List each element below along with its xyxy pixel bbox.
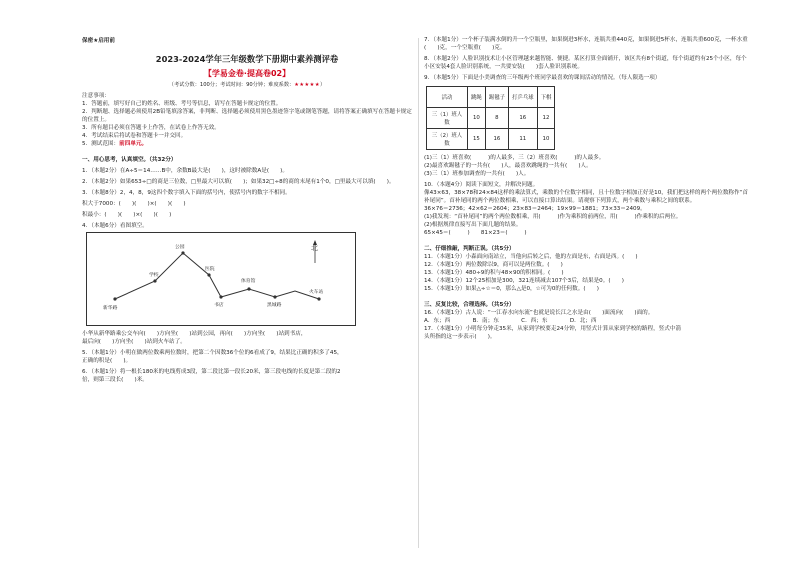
question-text: 14．（本题1分）12个25相加是300，321连续减去107个3后，结果是0。( ) <box>424 278 624 284</box>
question-text: 1．（本题2分）在A÷5＝14……B中，余数B最大是( )，这时被除数A是( )。 <box>82 168 288 174</box>
table-cell: 8 <box>485 108 508 129</box>
section-heading: 三、反复比较，合理选择。（共5分） <box>424 302 515 308</box>
question-text: 9．（本题5分）下面是小美调查的三年级两个班同学最喜欢的课间活动的情况。（每人限选一项） <box>424 75 661 81</box>
question-text: 10．（本题4分）阅读下面短文，并解决问题。 <box>424 182 539 188</box>
question-text: 2．（本题2分）如果653÷□的商是三位数，□里最大可以填( )；如果32□÷8的商的末尾有1个0，□里最大可以填( )。 <box>82 179 395 185</box>
question-options: A．东；西 B．南；东 C．西；东 D．北；西 <box>424 318 597 324</box>
question-text: 36×76＝2736；42×62＝2604；23×83＝2464；19×99＝1881；73×33＝2409。 <box>424 206 646 212</box>
notice-item: 1．答题前，填写好自己的姓名、班级、考号等信息，请写在答题卡规定的位置。 <box>82 101 282 107</box>
table-cell: 10 <box>537 129 555 150</box>
exam-subtitle: 【学易金卷·提高卷02】 <box>203 69 291 78</box>
section-heading: 一、用心思考，认真填空。（共32分） <box>82 157 177 163</box>
question-text: (1)我发现：“首补尾同”的两个两位数相乘，用( )作为乘积的前两位，用( )作乘积的后两位。 <box>424 214 682 220</box>
question-text: (3)三（1）班参加调查的一共有( )人。 <box>424 171 530 177</box>
left-column <box>82 36 412 384</box>
notice-block <box>82 92 412 148</box>
question-text: 头所指的这一步表示( )。 <box>424 334 496 340</box>
table-cell: 12 <box>537 108 555 129</box>
meta-end: ） <box>320 82 326 88</box>
question-text: 6．（本题1分）将一根长180米的电线剪成3段，第二段比第一段长20米，第三段电线的长度是第二段的2 <box>82 369 341 375</box>
question-text: 积最小：( )( )×( )( ) <box>82 212 172 218</box>
question-text: 倍，则第三段长( )米。 <box>82 377 148 383</box>
table-cell: 11 <box>508 129 537 150</box>
table-row <box>427 108 555 129</box>
table-header-cell: 活动 <box>427 87 468 108</box>
question-text: 像43×63，38×78和24×84这样的乘法算式，乘数的个位数字相同，且十位数字相加正好是10，我们把这样的两个两位数称作“首补尾同”。首补尾同的两个两位数相乘，可以直接口算出结果。请观察下列算式，两个乘数与乘积之间的联系。 <box>424 190 749 204</box>
table-header-cell: 跳绳 <box>468 87 486 108</box>
question-text: 12．（本题1分）两位数除以9，商可以是两位数。( ) <box>424 262 563 268</box>
question-text: 正确的积是( )。 <box>82 358 132 364</box>
section-heading: 二、仔细推敲，判断正误。（共5分） <box>424 246 515 252</box>
question-text: (2)最喜欢踢毽子的一共有( )人，最喜欢跳绳的一共有( )人。 <box>424 163 592 169</box>
question-text: 13．（本题1分）480÷9的积与48×90的积相同。( ) <box>424 270 564 276</box>
right-column <box>424 36 752 341</box>
map-label-hospital: 医院 <box>205 267 215 272</box>
scope-label: 5．测试范围： <box>82 141 120 147</box>
question-text: 4．（本题6分）看图填空。 <box>82 223 148 229</box>
question-text: 小华从新华路乘公交车向( )方向坐( )站到公园，再向( )方向坐( )站到书店， <box>82 331 307 337</box>
question-text: 3．（本题8分）2，4，8，9这四个数字填入下面的括号内，使括号内的数字不相同。 <box>82 190 291 196</box>
table-header-cell: 下棋 <box>537 87 555 108</box>
exam-meta <box>82 81 412 88</box>
table-header-cell: 打乒乓球 <box>508 87 537 108</box>
notice-heading: 注意事项： <box>82 93 110 99</box>
question-text: (2)根据规律直接写出下面几题的结果。 <box>424 222 522 228</box>
question-text: 5．（本题1分）小明在做两位数乘两位数时，把第二个因数36个位的6看成了9，结果比正确的积多了45， <box>82 350 343 356</box>
table-cell: 三（1）班人数 <box>427 108 468 129</box>
activity-table <box>426 86 555 150</box>
notice-item <box>82 140 412 148</box>
map-label-bookstore: 书店 <box>214 303 224 308</box>
map-label-road: 黑城路 <box>267 303 282 308</box>
question-text: 16．（本题1分）古人说：“一江春水向东流”也就是说长江之水是由( )面流向( )面的。 <box>424 310 654 316</box>
map-label-gym: 体育馆 <box>241 279 256 284</box>
column-divider <box>418 38 419 548</box>
table-cell: 16 <box>508 108 537 129</box>
route-map <box>86 232 356 326</box>
question-text: 15．（本题1分）如果△÷☆＝0，那么△是0，☆可为0的任何数。( ) <box>424 286 599 292</box>
question-text: 8．（本题2分）人脸识别技术让小区管理越来越智能、便捷。某区打算全面铺开，该区共有8个街道，每个街道约有25个小区，每个小区安装4套人脸识别系统，一共要安装( )套人脸识别系统。 <box>424 56 747 70</box>
meta-text: （考试分数：100分；考试时间：90分钟；难度系数： <box>168 82 295 88</box>
table-row <box>427 129 555 150</box>
map-label-xinhua-road: 新华路 <box>103 306 118 311</box>
notice-item: 2．判断题、选择题必须使用2B铅笔填涂答案，非判断、选择题必须使用黑色墨迹签字笔或钢笔答题，请将答案正确填写在答题卡规定的位置上。 <box>82 109 412 123</box>
map-label-park: 公园 <box>175 245 185 250</box>
difficulty-stars: ★★★★★ <box>294 82 320 88</box>
exam-title: 2023-2024学年三年级数学下册期中素养测评卷 <box>155 54 339 64</box>
map-label-school: 学校 <box>149 273 159 278</box>
table-header-row <box>427 87 555 108</box>
notice-item: 3．所有题目必须在答题卡上作答，在试卷上作答无效。 <box>82 125 220 131</box>
map-label-train-station: 火车站 <box>309 290 324 295</box>
question-text: 17．（本题1分）小明每分钟走35米，从家到学校要走24分钟，用竖式计算从家到学校的路程，竖式中箭 <box>424 326 682 332</box>
table-header-cell: 踢毽子 <box>485 87 508 108</box>
question-text: 积大于7000：( )( )×( )( ) <box>82 201 186 207</box>
north-arrow-icon: 北 <box>311 244 318 252</box>
question-text: 7．（本题1分）一个杯子装满水倒的升一个空瓶里，如果倒进3杯水，连瓶共重440克，如果倒进5杯水，连瓶共重600克，一杯水重( )克，一个空瓶重( )克。 <box>424 37 748 51</box>
table-cell: 三（2）班人数 <box>427 129 468 150</box>
question-text: 11．（本题1分）小森面向南站立，当他向后转之后，他的左面是东，右面是西。( ) <box>424 254 638 260</box>
secret-label: 保密★启用前 <box>82 38 115 44</box>
question-text: 65×45＝( ) 81×23＝( ) <box>424 230 527 236</box>
notice-item: 4．考试结束后将试卷和答题卡一并交回。 <box>82 133 187 139</box>
question-text: (1)三（1）班喜欢( )的人最多，三（2）班喜欢( )的人最多。 <box>424 155 605 161</box>
scope-value: 前四单元。 <box>119 141 148 147</box>
table-cell: 10 <box>468 108 486 129</box>
table-cell: 15 <box>468 129 486 150</box>
table-cell: 16 <box>485 129 508 150</box>
question-text: 最后向( )方向坐( )站到火车站了。 <box>82 339 186 345</box>
